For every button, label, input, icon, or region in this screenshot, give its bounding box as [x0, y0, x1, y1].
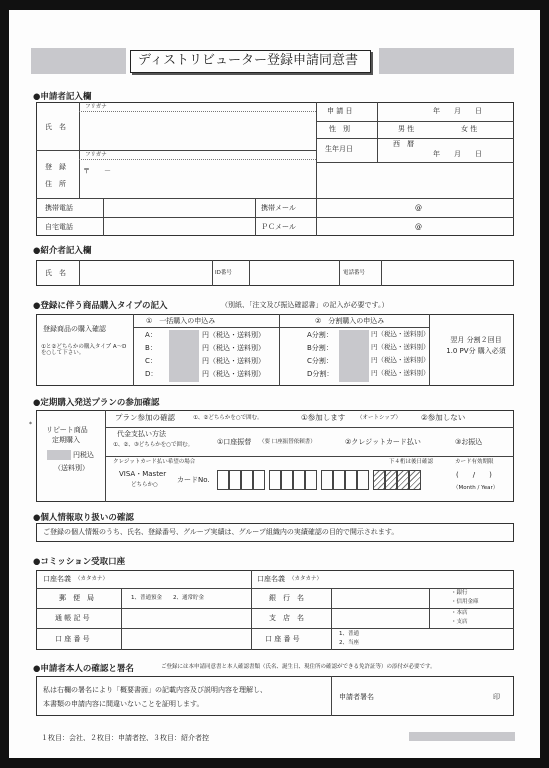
redacted-prices-1: [169, 330, 199, 382]
card-digit-box[interactable]: [241, 470, 253, 490]
installment-row-c[interactable]: C分割：: [307, 357, 333, 365]
address-field[interactable]: [81, 162, 314, 196]
furigana-label-2: フリガナ: [85, 152, 107, 158]
account-number-label: 口 座 番 号: [55, 635, 90, 643]
form-page: [9, 10, 540, 758]
page-title: ディストリビューター登録申請同意書: [138, 53, 358, 68]
card-brand-note: どちらか○: [131, 482, 158, 488]
signature-field[interactable]: [381, 680, 489, 712]
account-holder-label-2: 口座名義: [257, 575, 285, 583]
furigana-label: フリガナ: [85, 104, 107, 110]
referrer-id-field[interactable]: [251, 261, 337, 285]
plan-confirm-label: プラン参加の確認: [115, 413, 175, 422]
branch-type-branch[interactable]: ・支店: [451, 619, 468, 625]
at-sign-2: @: [415, 223, 422, 231]
pay-option-transfer[interactable]: ①口座振替: [217, 438, 252, 446]
home-phone-label: 自宅電話: [45, 223, 73, 231]
postal-bank-label: 郵 便 局: [59, 594, 94, 602]
signature-label: 申請者署名: [339, 693, 374, 701]
card-expiry-field[interactable]: ( / ): [456, 471, 492, 479]
referrer-name-label: 氏 名: [45, 269, 66, 277]
redacted-repeat-price: [47, 450, 71, 460]
installment-yen-d: 円（税込・送料別）: [371, 369, 430, 377]
apply-date-format[interactable]: 年 月 日: [433, 107, 482, 115]
installment-yen-a: 円（税込・送料別）: [371, 330, 430, 338]
applicant-heading: ●申請者記入欄: [33, 92, 92, 102]
commission-heading: ●コミッション受取口座: [33, 557, 126, 567]
repeat-heading: ●定期購入発送プランの参加確認: [33, 398, 160, 408]
pc-mail-label: ＰＣメール: [261, 223, 296, 231]
redacted-logo: [31, 48, 126, 74]
installment-row-d[interactable]: D分割：: [307, 370, 334, 378]
at-sign-1: @: [415, 204, 422, 212]
card-digit-box[interactable]: [321, 470, 333, 490]
lump-sum-yen-b: 円（税込・送料別）: [202, 344, 265, 352]
declaration-line-1: 私は右欄の署名により「概要書面」の記載内容及び説明内容を理解し、: [43, 686, 267, 694]
repeat-left-3: 円税込: [73, 451, 94, 459]
card-digit-box[interactable]: [305, 470, 317, 490]
gender-label: 性 別: [329, 125, 350, 133]
mobile-field[interactable]: [105, 199, 253, 216]
account-type-current[interactable]: 2、当座: [339, 640, 359, 646]
join-option[interactable]: ①参加します: [301, 413, 346, 422]
installment-option[interactable]: ② 分割購入の申込み: [315, 317, 385, 325]
card-digit-box[interactable]: [253, 470, 265, 490]
name-label: 氏 名: [45, 123, 66, 131]
lump-sum-row-d[interactable]: D：: [145, 370, 158, 378]
lump-sum-option[interactable]: ① 一括購入の申込み: [146, 317, 216, 325]
repeat-left-4: （送料別）: [54, 464, 89, 472]
purchase-heading: ●登録に伴う商品購入タイプの記入: [33, 301, 168, 311]
installment-row-b[interactable]: B分割：: [307, 344, 333, 352]
signature-heading: ●申請者本人の確認と署名: [33, 664, 134, 674]
credit-card-label: クレジットカード払い希望の場合: [113, 459, 196, 465]
lump-sum-yen-a: 円（税込・送料別）: [202, 331, 265, 339]
referrer-phone-field[interactable]: [383, 261, 512, 285]
card-digit-box[interactable]: [345, 470, 357, 490]
card-digit-box[interactable]: [373, 470, 385, 490]
card-digit-box[interactable]: [281, 470, 293, 490]
lump-sum-row-a[interactable]: A：: [145, 331, 157, 339]
bank-name-label: 銀 行 名: [269, 594, 304, 602]
declaration-line-2: 本書類の申請内容に間違いないことを証明します。: [43, 700, 204, 708]
bank-type-credit[interactable]: ・信用金庫: [451, 599, 479, 605]
privacy-text: ご登録の個人情報のうち、氏名、登録番号、グループ実績は、グループ組織内の実績確認の目的で開示されます。: [43, 528, 399, 536]
copy-distribution-note: １枚目：会社、２枚目：申請者控、３枚目：紹介者控: [41, 734, 209, 742]
referrer-phone-label: 電話番号: [343, 270, 366, 276]
gender-female-option[interactable]: 女 性: [461, 125, 478, 133]
address-label-2: 住 所: [45, 180, 66, 188]
postal-code: 〒 －: [83, 167, 111, 175]
card-digit-box[interactable]: [385, 470, 397, 490]
account-holder-kana-2: （カタカナ）: [289, 576, 323, 582]
pay-option-credit[interactable]: ②クレジットカード払い: [345, 438, 421, 446]
birth-date-label: 生年月日: [325, 145, 353, 153]
purchase-confirm-label: 登録商品の購入確認: [43, 325, 106, 333]
pc-mail-field[interactable]: [318, 218, 512, 235]
mobile-label: 携帯電話: [45, 204, 73, 212]
installment-yen-b: 円（税込・送料別）: [371, 343, 430, 351]
card-expiry-format: （Month / Year）: [453, 485, 499, 491]
margin-mark: *: [29, 421, 32, 428]
mobile-mail-label: 携帯メール: [261, 204, 296, 212]
postal-account-types[interactable]: 1、普通預金 2、通常貯金: [131, 595, 204, 601]
name-field[interactable]: [81, 114, 314, 148]
privacy-heading: ●個人情報取り扱いの確認: [33, 513, 134, 523]
card-expiry-label: カード有効期限: [455, 459, 494, 465]
pay-option-transfer-note: （要 口座振替依頼書）: [259, 439, 316, 445]
card-digit-box[interactable]: [269, 470, 281, 490]
card-digit-box[interactable]: [409, 470, 421, 490]
purchase-heading-note: （別紙、「注文及び振込確認書」の記入が必要です。）: [221, 301, 389, 309]
pay-option-bank[interactable]: ③お振込: [455, 438, 483, 446]
branch-name-label: 支 店 名: [269, 614, 304, 622]
redacted-number: [379, 48, 514, 74]
lump-sum-row-c[interactable]: C：: [145, 357, 157, 365]
no-join-option[interactable]: ②参加しない: [421, 413, 466, 422]
account-type-ordinary[interactable]: 1、普通: [339, 631, 359, 637]
card-digit-box[interactable]: [229, 470, 241, 490]
passbook-label: 通 帳 記 号: [55, 614, 90, 622]
lump-sum-yen-d: 円（税込・送料別）: [202, 370, 265, 378]
redacted-footer: [409, 732, 515, 741]
home-phone-field[interactable]: [105, 218, 253, 235]
installment-row-a[interactable]: A分割：: [307, 331, 333, 339]
payment-method-label: 代金支払い方法: [117, 430, 166, 438]
account-holder-kana: （カタカナ）: [75, 576, 109, 582]
gender-male-option[interactable]: 男 性: [398, 125, 415, 133]
birth-date-format[interactable]: 年 月 日: [433, 150, 482, 158]
card-brand-label: VISA・Master: [119, 470, 167, 478]
bank-type-bank[interactable]: ・銀行: [451, 590, 468, 596]
signature-heading-note: ご登録には本申請同意書と本人確認書類（氏名、誕生日、現住所の確認ができる免許証等）の添付が必要です。: [161, 664, 436, 670]
account-holder-label: 口座名義: [43, 575, 71, 583]
repeat-left-2: 定期購入: [52, 436, 80, 444]
card-digit-box[interactable]: [397, 470, 409, 490]
last-four-note: 下４桁は後日確認: [389, 459, 434, 465]
installment-yen-c: 円（税込・送料別）: [371, 356, 430, 364]
lump-sum-yen-c: 円（税込・送料別）: [202, 357, 265, 365]
apply-date-label: 申 請 日: [327, 107, 353, 115]
seal-mark: 印: [493, 693, 500, 701]
join-option-note: （オートシップ）: [357, 415, 401, 421]
lump-sum-row-b[interactable]: B：: [145, 344, 157, 352]
referrer-name-field[interactable]: [81, 261, 210, 285]
purchase-instruction: ①と②どちらかの購入タイプ A～Dを○して下さい。: [41, 344, 127, 357]
mobile-mail-field[interactable]: [318, 199, 512, 216]
installment-note: 翌月 分割２回目 1.0 PV分 購入必須: [446, 336, 506, 355]
referrer-id-label: ID番号: [215, 270, 232, 276]
era-label: 西 暦: [393, 140, 414, 148]
card-digit-box[interactable]: [357, 470, 369, 490]
branch-type-main[interactable]: ・本店: [451, 610, 468, 616]
payment-method-note: ①、②、③どちらかを○で囲む。: [113, 442, 194, 448]
referrer-heading: ●紹介者記入欄: [33, 246, 92, 256]
card-number-label: カードNo.: [177, 476, 210, 484]
redacted-prices-2: [339, 330, 369, 382]
account-number-label-2: 口 座 番 号: [265, 635, 300, 643]
card-digit-box[interactable]: [333, 470, 345, 490]
plan-confirm-note: ①、②どちらかを○で囲む。: [193, 415, 263, 421]
card-digit-box[interactable]: [293, 470, 305, 490]
card-number-field[interactable]: [217, 468, 449, 492]
repeat-left-1: リピート商品: [46, 426, 88, 434]
address-label-1: 登 録: [45, 163, 66, 171]
card-digit-box[interactable]: [217, 470, 229, 490]
